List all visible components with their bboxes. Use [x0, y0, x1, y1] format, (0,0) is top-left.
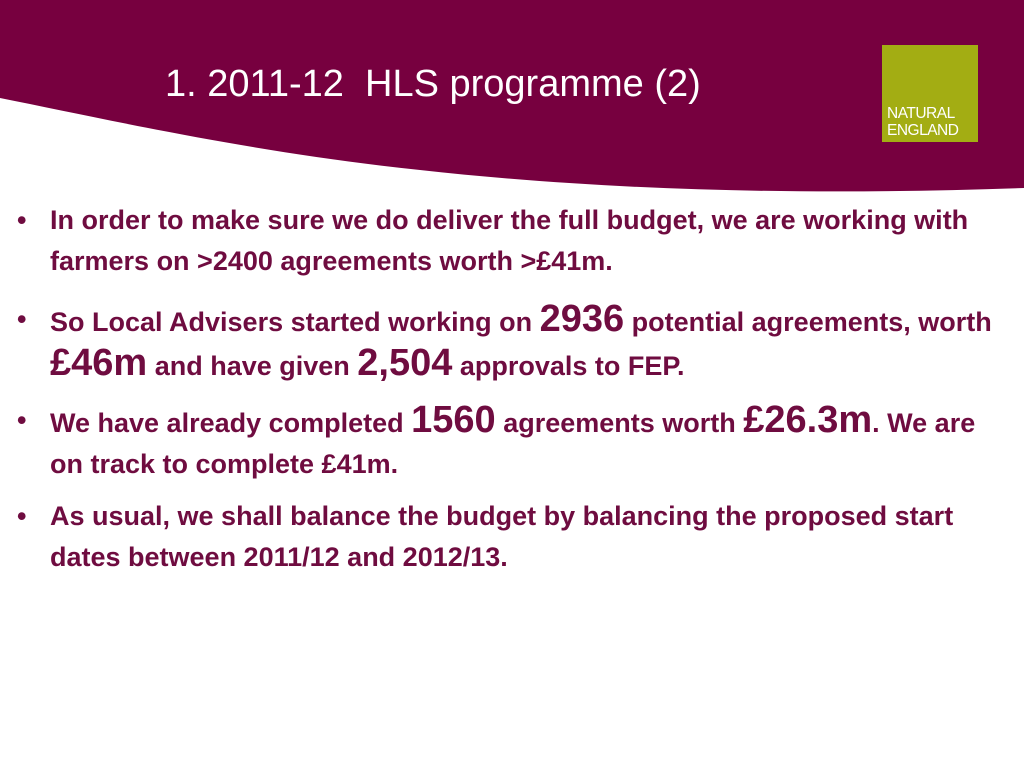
bullet-text: . We are on track to complete £41m. [50, 408, 976, 479]
bullet-item [12, 200, 1012, 282]
bullet-dot: • [17, 405, 27, 435]
natural-england-logo [882, 45, 978, 142]
highlight-number: 2936 [539, 298, 625, 340]
slide-title: 1. 2011-12 HLS programme (2) [165, 63, 701, 105]
bullet-text: In order to make sure we do deliver the full budget, we are working with farmers on >2400 agreements worth >£41m. [50, 205, 969, 276]
bullet-text: approvals to FEP. [452, 351, 685, 381]
bullet-text: We have already completed [50, 408, 412, 438]
bullet-item [12, 400, 1012, 485]
bullet-text: potential agreements, worth [624, 307, 992, 337]
bullet-list [12, 200, 1012, 578]
bullet-text: So Local Advisers started working on [50, 307, 540, 337]
highlight-number: 2,504 [357, 342, 453, 384]
highlight-number: 1560 [411, 399, 496, 441]
logo-text-natural: NATURAL [887, 105, 955, 122]
bullet-text: agreements worth [495, 408, 744, 438]
bullet-dot: • [17, 304, 27, 334]
bullet-text: As usual, we shall balance the budget by balancing the proposed start dates between 2011/12 and 2012/13. [50, 501, 954, 572]
bullet-dot: • [17, 205, 27, 235]
bullet-item [12, 299, 1012, 387]
bullet-dot: • [17, 501, 27, 531]
bullet-item [12, 496, 1012, 578]
bullet-text: and have given [147, 351, 358, 381]
highlight-number: £46m [50, 342, 148, 384]
highlight-number: £26.3m [743, 399, 873, 441]
logo-text-england: ENGLAND [887, 122, 959, 139]
